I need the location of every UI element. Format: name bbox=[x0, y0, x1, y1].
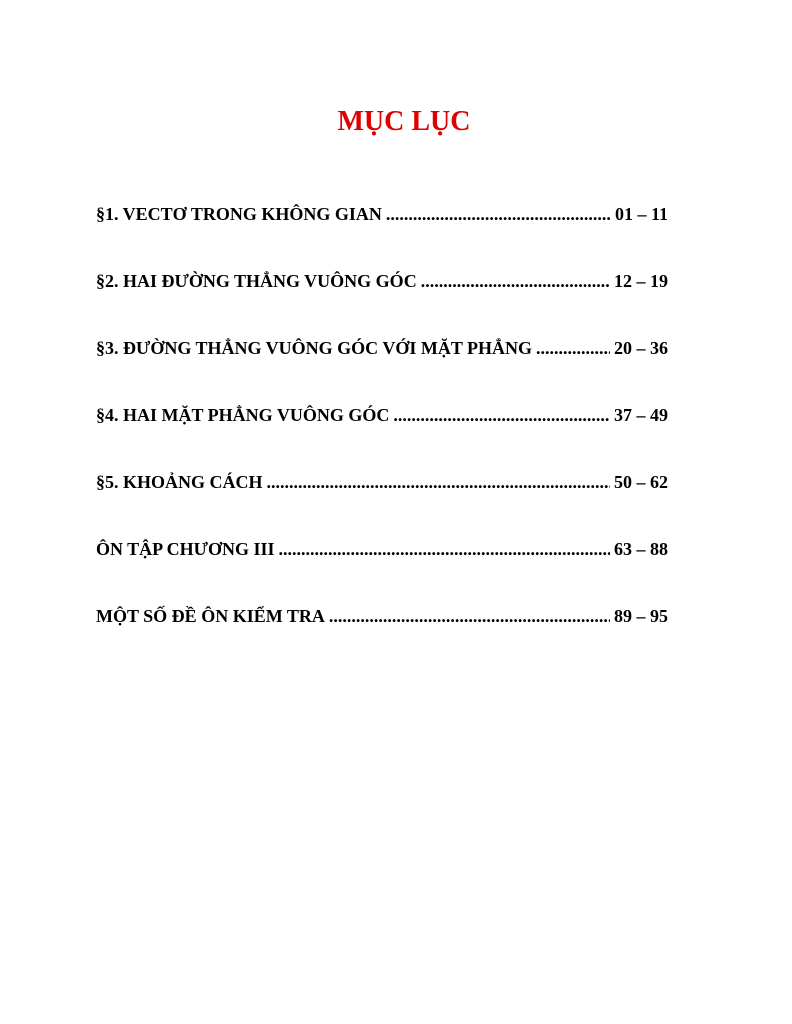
toc-page-range: 50 – 62 bbox=[614, 472, 668, 492]
toc-dot-leader bbox=[267, 466, 611, 498]
toc-entry[interactable] bbox=[96, 466, 668, 533]
table-of-contents bbox=[96, 198, 668, 667]
toc-entry[interactable] bbox=[96, 265, 668, 332]
toc-page-range: 20 – 36 bbox=[614, 338, 668, 358]
toc-dot-leader bbox=[536, 332, 610, 364]
toc-entry-label: §1. VECTƠ TRONG KHÔNG GIAN bbox=[96, 204, 382, 224]
toc-entry[interactable] bbox=[96, 600, 668, 667]
toc-entry-label: §2. HAI ĐƯỜNG THẲNG VUÔNG GÓC bbox=[96, 271, 417, 291]
toc-entry[interactable] bbox=[96, 198, 668, 265]
toc-entry[interactable] bbox=[96, 399, 668, 466]
toc-entry-label: §4. HAI MẶT PHẲNG VUÔNG GÓC bbox=[96, 405, 390, 425]
toc-entry-label: §5. KHOẢNG CÁCH bbox=[96, 472, 263, 492]
toc-page-range: 12 – 19 bbox=[614, 271, 668, 291]
toc-dot-leader bbox=[386, 198, 611, 230]
toc-page-range: 63 – 88 bbox=[614, 539, 668, 559]
toc-page-range: 01 – 11 bbox=[614, 204, 668, 224]
toc-dot-leader bbox=[393, 399, 610, 431]
toc-dot-leader bbox=[329, 600, 610, 632]
toc-entry-label: ÔN TẬP CHƯƠNG III bbox=[96, 539, 275, 559]
toc-page-range: 89 – 95 bbox=[614, 606, 668, 626]
toc-entry[interactable] bbox=[96, 332, 668, 399]
toc-entry[interactable] bbox=[96, 533, 668, 600]
toc-entry-label: MỘT SỐ ĐỀ ÔN KIỂM TRA bbox=[96, 606, 325, 626]
toc-dot-leader bbox=[421, 265, 610, 297]
toc-dot-leader bbox=[279, 533, 610, 565]
toc-entry-label: §3. ĐƯỜNG THẲNG VUÔNG GÓC VỚI MẶT PHẲNG bbox=[96, 338, 533, 358]
toc-page-range: 37 – 49 bbox=[614, 405, 668, 425]
page-title: MỤC LỤC bbox=[337, 106, 471, 137]
